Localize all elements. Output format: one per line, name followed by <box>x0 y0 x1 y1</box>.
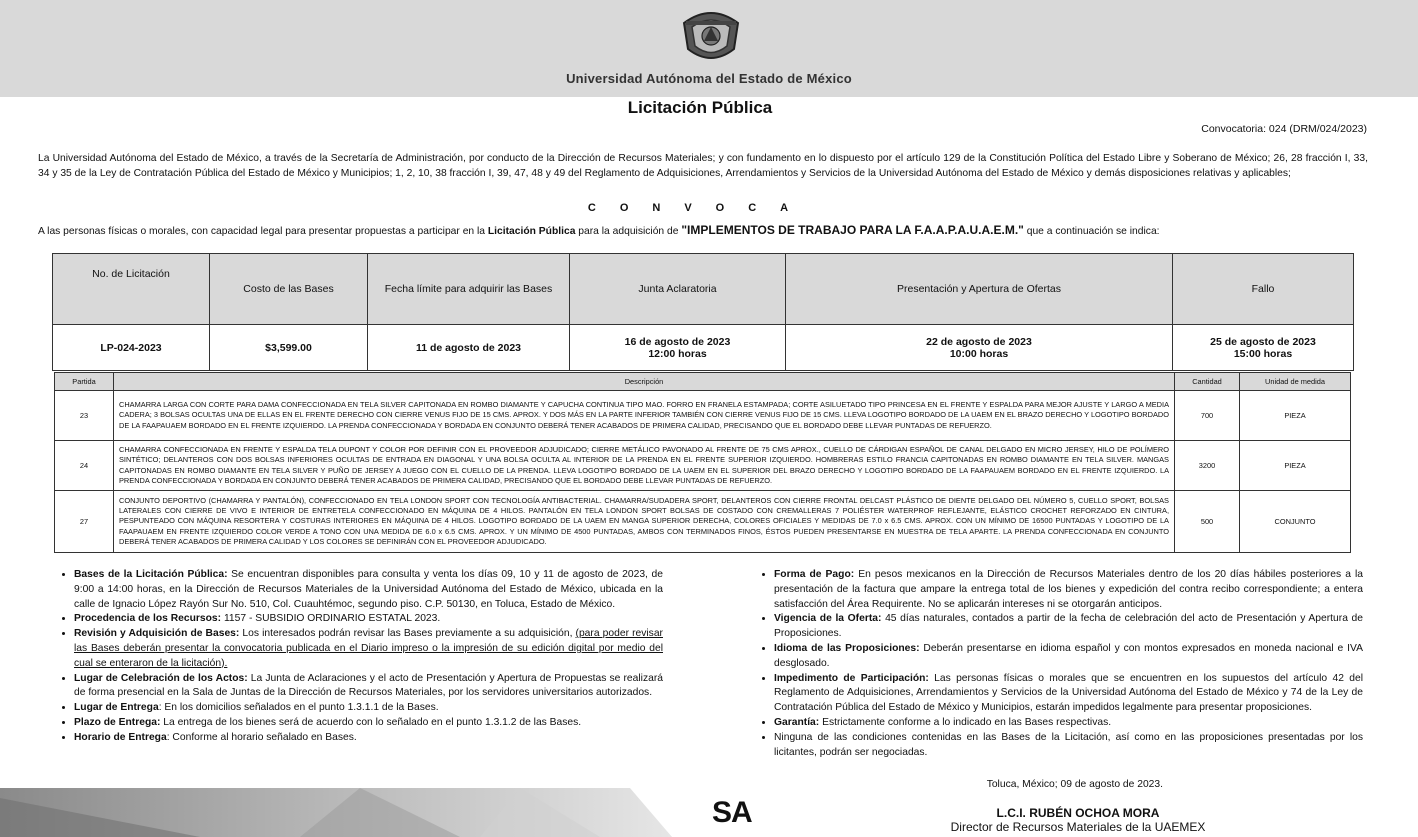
item-text: La Junta de Aclaraciones y el acto de Presentación y Apertura de Propuestas se realizará de forma presencial en la Sala de Juntas de la Dirección de Recursos Materiales, por los servidores universitarios autorizados. <box>74 672 663 699</box>
list-item <box>74 731 663 746</box>
summary-header-cell: Presentación y Apertura de Ofertas <box>786 254 1173 325</box>
item-label: Lugar de Entrega <box>74 702 159 714</box>
item-description: CONJUNTO DEPORTIVO (CHAMARRA Y PANTALÓN), CONFECCIONADO EN TELA LONDON SPORT CON TECNOLOGÍA ANTIBACTERIAL. CHAMARRA/SUDADERA SPORT, DELANTEROS CON CIERRE FRONTAL DELCAST PLÁSTICO DE DIENTE DELGADO DEL NÚMERO 5, CUELLO SPORT, BOLSAS LATERALES CON CIERRE DE VIVO E INTERIOR DE ENTRETELA CONFECCIONADO EN MÁQUINA DE 4 HILOS. PANTALÓN EN TELA LONDON SPORT BOLSAS DE COSTADO CON CREMALLERAS 7 POLIÉSTER WATERPROF REFLEJANTE, ELÁSTICO CROCHET REFORZADO EN CINTURA, PESPUNTEADO CON MÁQUINA RESORTERA Y COSTURAS INTERIORES EN MÁQUINA DE 4 HILOS. LOGOTIPO BORDADO DE LA UAEM EN MANGA SUPERIOR DERECHA, COLORES OFICIALES Y MEDIDAS DE 7.0 x 6.5 CMS. APROX. CON UN MÍNIMO DE 16500 PUNTADAS Y LOGOTIPO DE LA FAAPAUAEM EN FRENTE IZQUIERDO COLOR VERDE A TONO CON UNA MEDIDA DE 6.0 x 6.5 CMS. APROX. Y UN MÍNIMO DE 4500 PUNTADAS, AMBOS CON TERMINADOS FINOS, ÉSTOS PUEDEN PRESENTARSE EN MUESTRA DE TELA APARTE. LA PRENDA CONFECCIONADA EN CONJUNTO DEBERÁ TENER ACABADOS DE PRIMERA CALIDAD Y LOS COLORES SE DEFINIRÁN CON EL PROVEEDOR ADJUDICADO. <box>114 491 1175 553</box>
summary-value-cell: LP-024-2023 <box>53 325 210 371</box>
list-item <box>74 612 663 627</box>
invite-text-post: que a continuación se indica: <box>1023 226 1160 237</box>
university-name: Universidad Autónoma del Estado de México <box>566 71 852 86</box>
summary-header-cell: Costo de las Bases <box>210 254 368 325</box>
summary-value-cell: 11 de agosto de 2023 <box>368 325 570 371</box>
summary-date: 22 de agosto de 2023 <box>926 335 1032 348</box>
list-item <box>74 627 663 671</box>
list-item <box>774 568 1363 612</box>
items-header-cell: Descripción <box>114 373 1175 391</box>
item-text: Las personas físicas o morales que se encuentren en los supuestos del artículo 42 del Reglamento de Adquisiciones, Arrendamientos y Servicios de la Universidad Autónoma del Estado de México y 74 de la Ley de Contratación Pública del Estado de México y Municipios, estarán impedidos legalmente para presentar proposiciones. <box>774 672 1363 714</box>
items-header-cell: Unidad de medida <box>1240 373 1351 391</box>
item-label: Vigencia de la Oferta: <box>774 613 882 625</box>
summary-header-cell: Fallo <box>1173 254 1354 325</box>
item-unidad: PIEZA <box>1240 441 1351 491</box>
sa-initials: SA <box>712 796 752 829</box>
item-text: Estrictamente conforme a lo indicado en las Bases respectivas. <box>819 716 1112 728</box>
list-item <box>74 716 663 731</box>
summary-header-row <box>53 254 1354 325</box>
item-text: Ninguna de las condiciones contenidas en las Bases de la Licitación, así como en las proposiciones presentadas por los licitantes, podrán ser negociadas. <box>774 731 1363 758</box>
summary-value-row <box>53 325 1354 371</box>
list-item <box>774 731 1363 761</box>
invite-paragraph <box>38 223 1368 237</box>
summary-header-cell: Fecha límite para adquirir las Bases <box>368 254 570 325</box>
list-item <box>774 672 1363 716</box>
summary-value-cell <box>570 325 786 371</box>
footer-decoration-graphic <box>0 788 672 837</box>
summary-value-cell <box>786 325 1173 371</box>
items-header-cell: Cantidad <box>1175 373 1240 391</box>
item-label: Forma de Pago: <box>774 569 855 580</box>
item-text: En pesos mexicanos en la Dirección de Recursos Materiales dentro de los 20 días hábiles posteriores a la presentación de la factura que ampare la entrega total de los bienes y expedición del contra recibo correspondiente; a entera satisfacción del Área Requirente. No se aplicarán intereses ni se otorgarán anticipos. <box>774 569 1363 610</box>
item-description: CHAMARRA CONFECCIONADA EN FRENTE Y ESPALDA TELA DUPONT Y COLOR POR DEFINIR CON EL PROVEEDOR ADJUDICADO; CIERRE METÁLICO PAVONADO AL FRENTE DE 75 CMS APROX., CUELLO DE CÁRDIGAN ESPAÑOL DE CANAL DELGADO EN MICRO JERSEY, HILO DE POLÍMERO SINTÉTICO; DELANTEROS CON DOS BOLSAS INFERIORES OCULTAS DE ENTRADA EN DIAGONAL Y UNA BOLSA OCULTA AL INTERIOR DE LA PRENDA EN EL FRENTE SUPERIOR IZQUIERDO. HOMBRERAS ESTILO FRANCIA CAPITONADAS EN ROMBO DIAMANTE EN TELA SILVER. MANGAS CAPITONADAS EN ROMBO DIAMANTE EN TELA SILVER Y PUÑO DE JERSEY A JUEGO CON EL CUELLO DE LA PRENDA. LLEVA LOGOTIPO BORDADO DE LA UAEM EN EL SUPERIOR DEL BRAZO DERECHO Y LOGOTIPO BORDADO DE LA FAAPAUAEM BORDADO EN EL FRENTE IZQUIERDO. LA PRENDA CONFECCIONADA Y BORDADA EN CONJUNTO DEBERÁ TENER ACABADOS DE PRIMERA CALIDAD, PRECISANDO QUE EL BORDADO DEBE LLEVAR PUNTADAS DE REFUERZO. <box>114 441 1175 491</box>
item-text: Deberán presentarse en idioma español y con montos expresados en moneda nacional e IVA desglosado. <box>774 642 1363 669</box>
list-item <box>74 701 663 716</box>
summary-date: 25 de agosto de 2023 <box>1210 335 1316 348</box>
item-underlined-note: (para poder revisar las Bases deberán presentar la convocatoria publicada en el Diario impreso o la impresión de su edición digital por medio del cual se enteraron de la licitación). <box>74 628 663 669</box>
item-text: 1157 - SUBSIDIO ORDINARIO ESTATAL 2023. <box>221 613 441 625</box>
item-label: Impedimento de Participación: <box>774 672 929 684</box>
item-cantidad: 3200 <box>1175 441 1240 491</box>
list-item <box>774 642 1363 672</box>
item-partida: 27 <box>55 491 114 553</box>
item-partida: 23 <box>55 391 114 441</box>
list-item <box>74 672 663 702</box>
item-label: Revisión y Adquisición de Bases: <box>74 628 240 640</box>
item-label: Plazo de Entrega: <box>74 716 161 728</box>
summary-header-cell: No. de Licitación <box>53 254 210 325</box>
conditions-right <box>738 568 1363 760</box>
item-label: Procedencia de los Recursos: <box>74 613 222 625</box>
invite-bold-object: "IMPLEMENTOS DE TRABAJO PARA LA F.A.A.P.A.U.A.E.M." <box>681 223 1024 237</box>
conditions-left <box>38 568 663 746</box>
items-table <box>54 372 1351 553</box>
item-label: Garantía: <box>774 716 820 728</box>
invite-bold-licitacion: Licitación Pública <box>487 226 576 237</box>
summary-value-cell: $3,599.00 <box>210 325 368 371</box>
table-row <box>55 391 1351 441</box>
summary-header-cell: Junta Aclaratoria <box>570 254 786 325</box>
list-item <box>774 716 1363 731</box>
summary-time: 12:00 horas <box>648 347 707 360</box>
signer-name: L.C.I. RUBÉN OCHOA MORA <box>996 806 1160 820</box>
invite-text-pre: A las personas físicas o morales, con capacidad legal para presentar propuestas a participar en la <box>38 226 488 237</box>
item-description: CHAMARRA LARGA CON CORTE PARA DAMA CONFECCIONADA EN TELA SILVER CAPITONADA EN ROMBO DIAMANTE Y CAPUCHA CONTINUA TIPO MAO. FORRO EN FRANELA ESTAMPADA; CORTE ASILUETADO TIPO PRINCESA EN EL FRENTE Y ESPALDA PARA MEJOR AJUSTE Y LARGO A MEDIA CADERA; 3 BOLSAS OCULTAS UNA DE ELLAS EN EL FRENTE DERECHO CON CIERRE VENUS FIJO DE 15 CMS. APROX. Y DOS MÁS EN LA PARTE INFERIOR TAMBIÉN CON CIERRE VENUS FIJO DE 15 CMS. LLEVA LOGOTIPO BORDADO DE LA UAEM EN EL BRAZO DERECHO Y LOGOTIPO BORDADO DE LA FAAPAUAEM BORDADO EN EL FRENTE IZQUIERDO. LA PRENDA CONFECCIONADA Y BORDADA EN CONJUNTO DEBERÁ TENER ACABADOS DE PRIMERA CALIDAD, PRECISANDO QUE EL BORDADO DEBE LLEVAR PUNTADAS DE REFUERZO. <box>114 391 1175 441</box>
intro-paragraph: La Universidad Autónoma del Estado de México, a través de la Secretaría de Administración, por conducto de la Dirección de Recursos Materiales; y con fundamento en lo dispuesto por el artículo 129 de la Constitución Política del Estado Libre y Soberano de México; 26, 28 fracción I, 33, 34 y 35 de la Ley de Contratación Pública del Estado de México y Municipios; 1, 2, 10, 38 fracción I, 39, 47, 48 y 49 del Reglamento de Adquisiciones, Arrendamientos y Servicios de la Universidad Autónoma del Estado de México y demás disposiciones relativas y aplicables; <box>38 153 1368 179</box>
summary-value-cell <box>1173 325 1354 371</box>
summary-time: 15:00 horas <box>1233 347 1293 360</box>
item-unidad: PIEZA <box>1240 391 1351 441</box>
list-item <box>74 568 663 612</box>
item-text: : En los domicilios señalados en el punto 1.3.1.1 de la Bases. <box>158 702 439 714</box>
summary-date: 16 de agosto de 2023 <box>624 335 731 348</box>
item-text: Los interesados podrán revisar las Bases previamente a su adquisición, <box>239 628 576 640</box>
closing-date: Toluca, México; 09 de agosto de 2023. <box>986 779 1163 790</box>
item-partida: 24 <box>55 441 114 491</box>
items-header-row <box>55 373 1351 391</box>
invite-text-mid: para la adquisición de <box>575 226 682 237</box>
university-seal-logo <box>676 5 746 67</box>
item-text: Se encuentran disponibles para consulta y venta los días 09, 10 y 11 de agosto de 2023, de 9:00 a 14:00 horas, en la Dirección de Recursos Materiales de la Universidad Autónoma del Estado de México, ubicada en la calle de Ignacio López Rayón Sur No. 510, Col. Cuauhtémoc, segundo piso. C.P. 50130, en Toluca, Estado de México. <box>74 569 663 610</box>
item-text: 45 días naturales, contados a partir de la fecha de celebración del acto de Presentación y Apertura de Proposiciones. <box>774 613 1364 640</box>
summary-table <box>52 253 1354 371</box>
item-cantidad: 700 <box>1175 391 1240 441</box>
items-header-cell: Partida <box>55 373 114 391</box>
signer-title: Director de Recursos Materiales de la UAEMEX <box>950 820 1206 834</box>
item-label: Lugar de Celebración de los Actos: <box>74 672 248 684</box>
item-label: Horario de Entrega <box>74 731 167 743</box>
convoca-heading: CONVOCA <box>587 202 813 214</box>
table-row <box>55 491 1351 553</box>
item-cantidad: 500 <box>1175 491 1240 553</box>
item-text: La entrega de los bienes será de acuerdo con lo señalado en el punto 1.3.1.2 de las Bases. <box>160 716 582 728</box>
item-text: : Conforme al horario señalado en Bases. <box>166 731 357 743</box>
table-row <box>55 441 1351 491</box>
summary-time: 10:00 horas <box>949 347 1009 360</box>
list-item <box>774 612 1363 642</box>
item-label: Bases de la Licitación Pública: <box>74 569 228 580</box>
convocatoria-number: Convocatoria: 024 (DRM/024/2023) <box>1201 123 1367 135</box>
item-unidad: CONJUNTO <box>1240 491 1351 553</box>
item-label: Idioma de las Proposiciones: <box>774 642 920 654</box>
page-title: Licitación Pública <box>627 98 773 117</box>
